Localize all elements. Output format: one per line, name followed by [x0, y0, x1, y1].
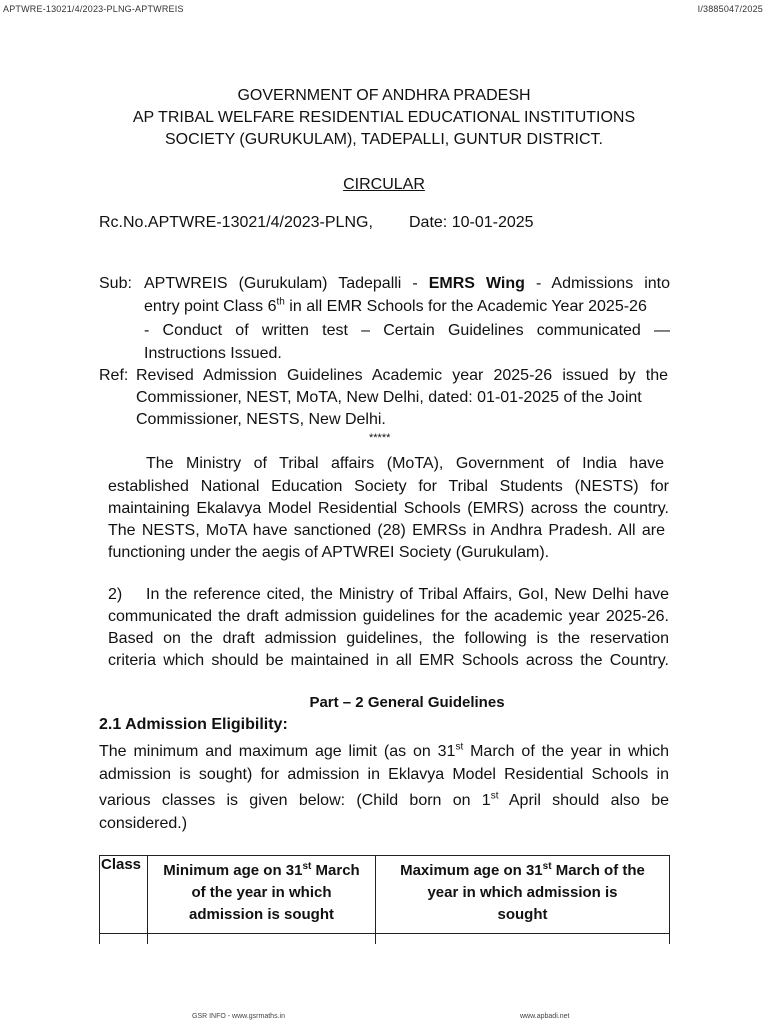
para1-line-2: established National Education Society for Tribal Students (NESTS) for — [108, 478, 669, 495]
para2-line-1: In the reference cited, the Ministry of Tribal Affairs, GoI, New Delhi have — [146, 586, 669, 603]
file-number-header: I/3885047/2025 — [697, 4, 763, 14]
reference-line-1: Revised Admission Guidelines Academic year 2025-26 issued by the — [136, 367, 668, 384]
subject-line-4: Instructions Issued. — [144, 345, 282, 362]
subject-line-3: - Conduct of written test – Certain Guidelines communicated — — [144, 322, 670, 339]
separator-stars: ***** — [369, 432, 391, 444]
minimum-age-column-header: Minimum age on 31st March of the year in which admission is sought — [148, 856, 376, 934]
circular-date: Date: 10-01-2025 — [409, 214, 534, 231]
eligibility-line-4: considered.) — [99, 815, 188, 832]
circular-title: CIRCULAR — [343, 176, 425, 193]
para1-line-1: The Ministry of Tribal affairs (MoTA), Government of India have — [146, 455, 664, 472]
subject-label: Sub: — [99, 275, 132, 292]
para2-line-2: communicated the draft admission guidelines for the academic year 2025-26. — [108, 608, 669, 625]
reference-label: Ref: — [99, 367, 129, 384]
heading-line-1: GOVERNMENT OF ANDHRA PRADESH — [237, 87, 531, 104]
eligibility-line-3: various classes is given below: (Child born on 1st April should also be — [99, 790, 670, 809]
table-cell — [148, 934, 376, 945]
table-row — [100, 934, 670, 945]
footer-left: GSR INFO - www.gsrmaths.in — [192, 1013, 285, 1020]
reference-line-3: Commissioner, NESTS, New Delhi. — [136, 411, 386, 428]
subject-line-2: entry point Class 6th in all EMR Schools for the Academic Year 2025-26 — [144, 296, 647, 315]
heading-line-3: SOCIETY (GURUKULAM), TADEPALLI, GUNTUR DISTRICT. — [165, 131, 603, 148]
part-heading: Part – 2 General Guidelines — [309, 694, 505, 711]
emrs-wing-emphasis: EMRS Wing — [428, 275, 525, 292]
reference-line-2: Commissioner, NEST, MoTA, New Delhi, dated: 01-01-2025 of the Joint — [136, 389, 642, 406]
heading-line-2: AP TRIBAL WELFARE RESIDENTIAL EDUCATIONAL INSTITUTIONS — [132, 109, 636, 126]
class-column-header: Class — [100, 856, 148, 934]
table-cell — [100, 934, 148, 945]
footer-right: www.apbadi.net — [520, 1013, 570, 1020]
para2-number: 2) — [108, 586, 123, 603]
para1-line-5: functioning under the aegis of APTWREI Society (Gurukulam). — [108, 544, 550, 561]
table-cell — [376, 934, 670, 945]
reference-number: Rc.No.APTWRE-13021/4/2023-PLNG, — [99, 214, 373, 231]
para2-line-3: Based on the draft admission guidelines, the following is the reservation — [108, 630, 669, 647]
para1-line-4: The NESTS, MoTA have sanctioned (28) EMRSs in Andhra Pradesh. All are — [108, 522, 665, 539]
age-limit-table — [99, 855, 670, 944]
table-header-row — [100, 856, 670, 934]
para2-line-4: criteria which should be maintained in all EMR Schools across the Country. — [108, 652, 669, 669]
maximum-age-column-header: Maximum age on 31st March of the year in which admission is sought — [376, 856, 670, 934]
document-id-header: APTWRE-13021/4/2023-PLNG-APTWREIS — [3, 4, 184, 14]
eligibility-line-1: The minimum and maximum age limit (as on 31st March of the year in which — [99, 741, 669, 760]
subject-line-1: APTWREIS (Gurukulam) Tadepalli - EMRS Wing - Admissions into — [144, 275, 671, 292]
para1-line-3: maintaining Ekalavya Model Residential Schools (EMRS) across the country. — [108, 500, 669, 517]
eligibility-line-2: admission is sought) for admission in Eklavya Model Residential Schools in — [99, 766, 669, 783]
section-heading: 2.1 Admission Eligibility: — [99, 716, 288, 733]
